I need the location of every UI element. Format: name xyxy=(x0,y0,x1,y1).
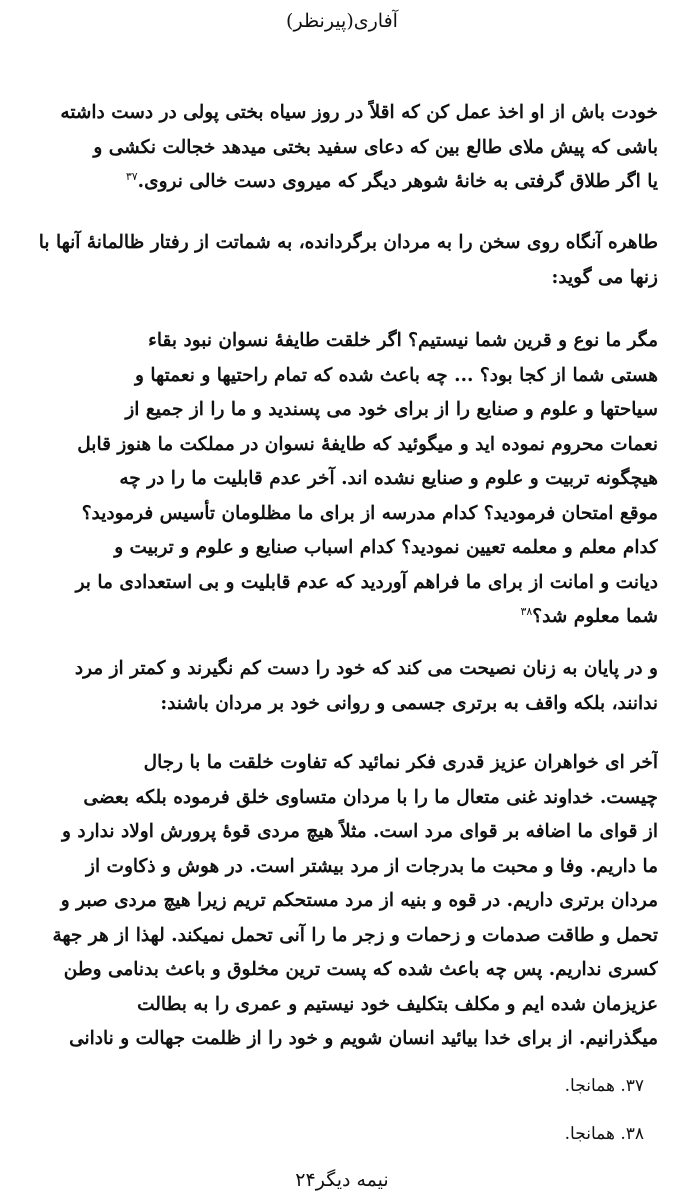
footnote-37: ۳۷. همانجا. xyxy=(564,1076,644,1096)
footnote-ref-37: ۳۷ xyxy=(125,169,138,183)
text-line: دیانت و امانت از برای ما فراهم آوردید که عدم قابلیت و بی استعدادی ما بر xyxy=(75,571,658,593)
running-header: آفاری(پیرنظر) xyxy=(286,10,398,32)
footnote-ref-38: ۳۸ xyxy=(520,604,533,618)
text-line: ما داریم. وفا و محبت ما بدرجات از مرد بیشتر است. در هوش و ذکاوت از xyxy=(86,855,658,877)
footnote-38: ۳۸. همانجا. xyxy=(564,1124,644,1144)
text-line: سیاحتها و علوم و صنایع را از برای خود می پسندید و ما را از جمیع از xyxy=(125,399,658,420)
text-line xyxy=(18,165,658,200)
text-line: تحمل و طاقت صدمات و زحمات و زجر ما را آنی تحمل نمیکند. لهذا از هر جهة xyxy=(52,924,658,946)
paragraph-1 xyxy=(18,96,658,200)
text-line: خودت باش از او اخذ عمل کن که اقلاً در روز سیاه بختی پولی در دست داشته xyxy=(60,102,658,123)
text-line: کدام معلم و معلمه تعیین نمودید؟ کدام اسباب صنایع و علوم و تربیت و xyxy=(114,537,658,558)
text-line: نعمات محروم نموده اید و میگوئید که طایفهٔ نسوان در مملکت ما هنوز قابل xyxy=(77,433,658,455)
text-line xyxy=(18,600,658,635)
text-line: مردان برتری داریم. در قوه و بنیه از مرد مستحکم تریم زیرا هیچ مردی صبر و xyxy=(60,890,658,911)
text-line: زنها می گوید: xyxy=(551,266,658,288)
text-line: هیچگونه تربیت و علوم و صنایع نشده اند. آخر عدم قابلیت ما را در چه xyxy=(119,468,658,489)
text-line: آخر ای خواهران عزیز قدری فکر نمائید که تفاوت خلقت ما با رجال xyxy=(143,752,658,773)
text-line: میگذرانیم. از برای خدا بیائید انسان شویم و خود را از ظلمت جهالت و نادانی xyxy=(69,1028,658,1049)
text-line: ندانند، بلکه واقف به برتری جسمی و روانی خود بر مردان باشند: xyxy=(160,692,658,714)
text-line: عزیزمان شده ایم و مکلف بتکلیف خود نیستیم و عمری را به بطالت xyxy=(137,993,658,1015)
text-line: هستی شما از کجا بود؟ ... چه باعث شده که تمام راحتیها و نعمتها و xyxy=(135,364,658,386)
text-line: طاهره آنگاه روی سخن را به مردان برگردانده، به شماتت از رفتار ظالمانهٔ آنها با xyxy=(38,232,658,253)
text-line: باشی که پیش ملای طالع بین که دعای سفید بختی میدهد خجالت نکشی و xyxy=(93,136,658,158)
text-line: موقع امتحان فرمودید؟ کدام مدرسه از برای ما مظلومان تأسیس فرمودید؟ xyxy=(81,502,658,524)
paragraph-2 xyxy=(18,226,658,295)
text-line: چیست. خداوند غنی متعال ما را با مردان متساوی خلق فرموده بلکه بعضی xyxy=(83,786,658,808)
text-line-content: یا اگر طلاق گرفتی به خانهٔ شوهر دیگر که میروی دست خالی نروی. xyxy=(137,171,658,192)
text-line: مگر ما نوع و قرین شما نیستیم؟ اگر خلقت طایفهٔ نسوان نبود بقاء xyxy=(148,330,658,351)
text-line: کسری نداریم. پس چه باعث شده که پست ترین مخلوق و باعث بدنامی وطن xyxy=(63,959,658,980)
page-footer: نیمه دیگر۲۴ xyxy=(295,1169,389,1191)
text-line: از قوای ما اضافه بر قوای مرد است. مثلاً هیچ مردی قوهٔ پرورش اولاد ندارد و xyxy=(62,821,658,842)
text-line-content: شما معلوم شد؟ xyxy=(532,606,658,627)
quote-2 xyxy=(18,746,658,1057)
quote-1 xyxy=(18,324,658,635)
paragraph-3 xyxy=(18,652,658,721)
text-line: و در پایان به زنان نصیحت می کند که خود را دست کم نگیرند و کمتر از مرد xyxy=(74,658,658,679)
